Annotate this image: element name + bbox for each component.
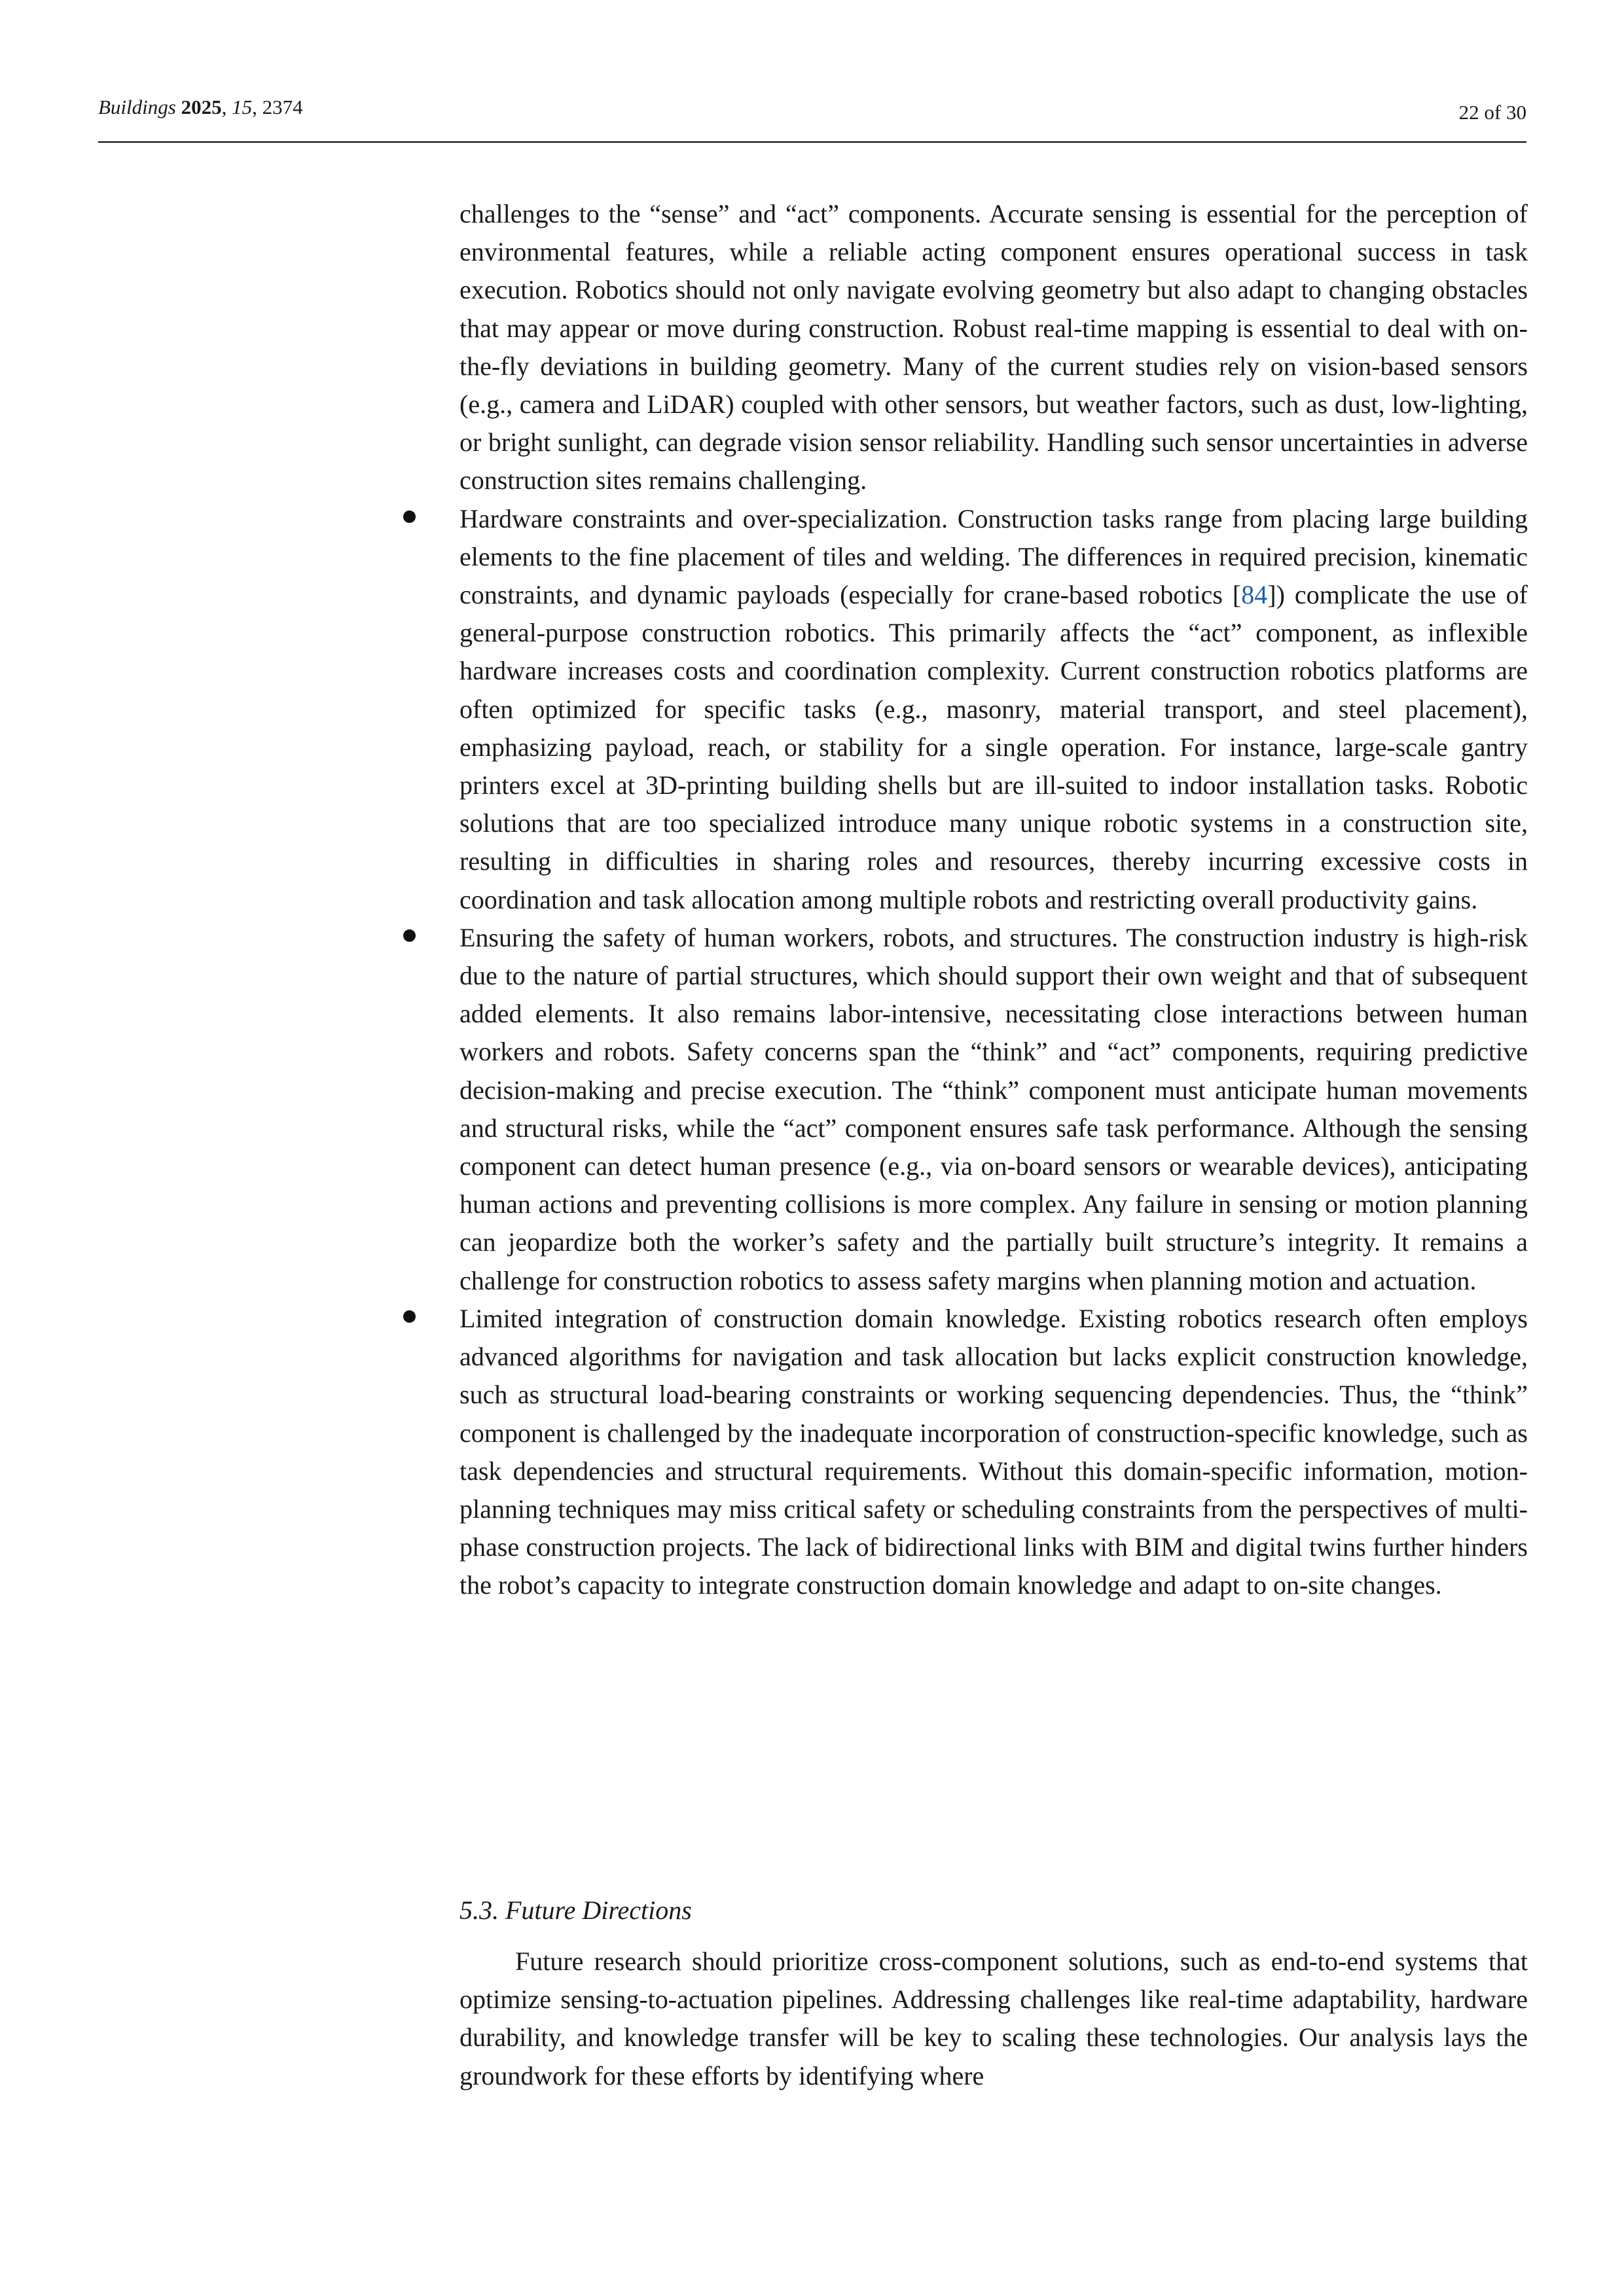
citation-link-84[interactable]: 84 [1241, 580, 1268, 610]
journal-volume: 15 [232, 96, 253, 118]
intro-paragraph: challenges to the “sense” and “act” components. Accurate sensing is essential for the perception of environmental features, while a reliable acting component ensures operational success in task execution. Robotics should not only navigate evolving geometry but also adapt to changing obstacles that may appear or move during construction. Robust real-time mapping is essential to deal with on-the-fly deviations in building geometry. Many of the current studies rely on vision-based sensors (e.g., camera and LiDAR) coupled with other sensors, but weather factors, such as dust, low-lighting, or bright sunlight, can degrade vision sensor reliability. Handling such sensor uncertainties in adverse construction sites remains challenging. [460, 199, 1528, 495]
bullet-domain-knowledge [460, 1300, 1528, 1605]
running-header [98, 96, 1526, 143]
page-number: 22 of 30 [1458, 101, 1526, 124]
bullet-text-part: ]) complicate the use of general-purpose construction robotics. This primarily affects the “act” component, as inflexible hardware increases costs and coordination complexity. Current construction robotics platforms are often optimized for specific tasks (e.g., masonry, material transport, and steel placement), emphasizing payload, reach, or stability for a single operation. For instance, large-scale gantry printers excel at 3D-printing building shells but are ill-suited to indoor installation tasks. Robotic solutions that are too specialized introduce many unique robotic systems in a construction site, resulting in difficulties in sharing roles and resources, thereby incurring excessive costs in coordination and task allocation among multiple robots and restricting overall productivity gains. [460, 580, 1528, 914]
bullet-icon [403, 929, 416, 942]
section-heading: 5.3. Future Directions [460, 1895, 692, 1925]
future-directions-paragraph: Future research should prioritize cross-component solutions, such as end-to-end systems that optimize sensing-to-actuation pipelines. Addressing challenges like real-time adaptability, hardware durability, and knowledge transfer will be key to scaling these technologies. Our analysis lays the groundwork for these efforts by identifying where [460, 1946, 1528, 2090]
bullet-text-part: Hardware constraints and over-specialization. Construction tasks range from placing large building elements to the fine placement of tiles and welding. The differences in required precision, kinematic constraints, and dynamic payloads (especially for crane-based robotics [ [460, 503, 1528, 610]
bullet-icon [403, 1310, 416, 1323]
journal-year: 2025 [181, 96, 222, 118]
main-content [460, 195, 1528, 1605]
bullet-text: Limited integration of construction domain knowledge. Existing robotics research often employs advanced algorithms for navigation and task allocation but lacks explicit construction knowledge, such as structural load-bearing constraints or working sequencing dependencies. Thus, the “think” component is challenged by the inadequate incorporation of construction-specific knowledge, such as task dependencies and structural requirements. Without this domain-specific information, motion-planning techniques may miss critical safety or scheduling constraints from the perspectives of multi-phase construction projects. The lack of bidirectional links with BIM and digital twins further hinders the robot’s capacity to integrate construction domain knowledge and adapt to on-site changes. [460, 1303, 1528, 1600]
bullet-icon [403, 511, 416, 523]
journal-citation: Buildings 2025, 15, 2374 [98, 96, 303, 118]
bullet-safety [460, 919, 1528, 1300]
bullet-text: Ensuring the safety of human workers, robots, and structures. The construction industry is high-risk due to the nature of partial structures, which should support their own weight and that of subsequent added elements. It also remains labor-intensive, necessitating close interactions between human workers and robots. Safety concerns span the “think” and “act” components, requiring predictive decision-making and precise execution. The “think” component must anticipate human movements and structural risks, while the “act” component ensures safe task performance. Although the sensing component can detect human presence (e.g., via on-board sensors or wearable devices), anticipating human actions and preventing collisions is more complex. Any failure in sensing or motion planning can jeopardize both the worker’s safety and the partially built structure’s integrity. It remains a challenge for construction robotics to assess safety margins when planning motion and actuation. [460, 922, 1528, 1295]
bullet-hardware-constraints [460, 500, 1528, 919]
article-number: , 2374 [252, 96, 303, 118]
journal-name: Buildings [98, 96, 176, 118]
